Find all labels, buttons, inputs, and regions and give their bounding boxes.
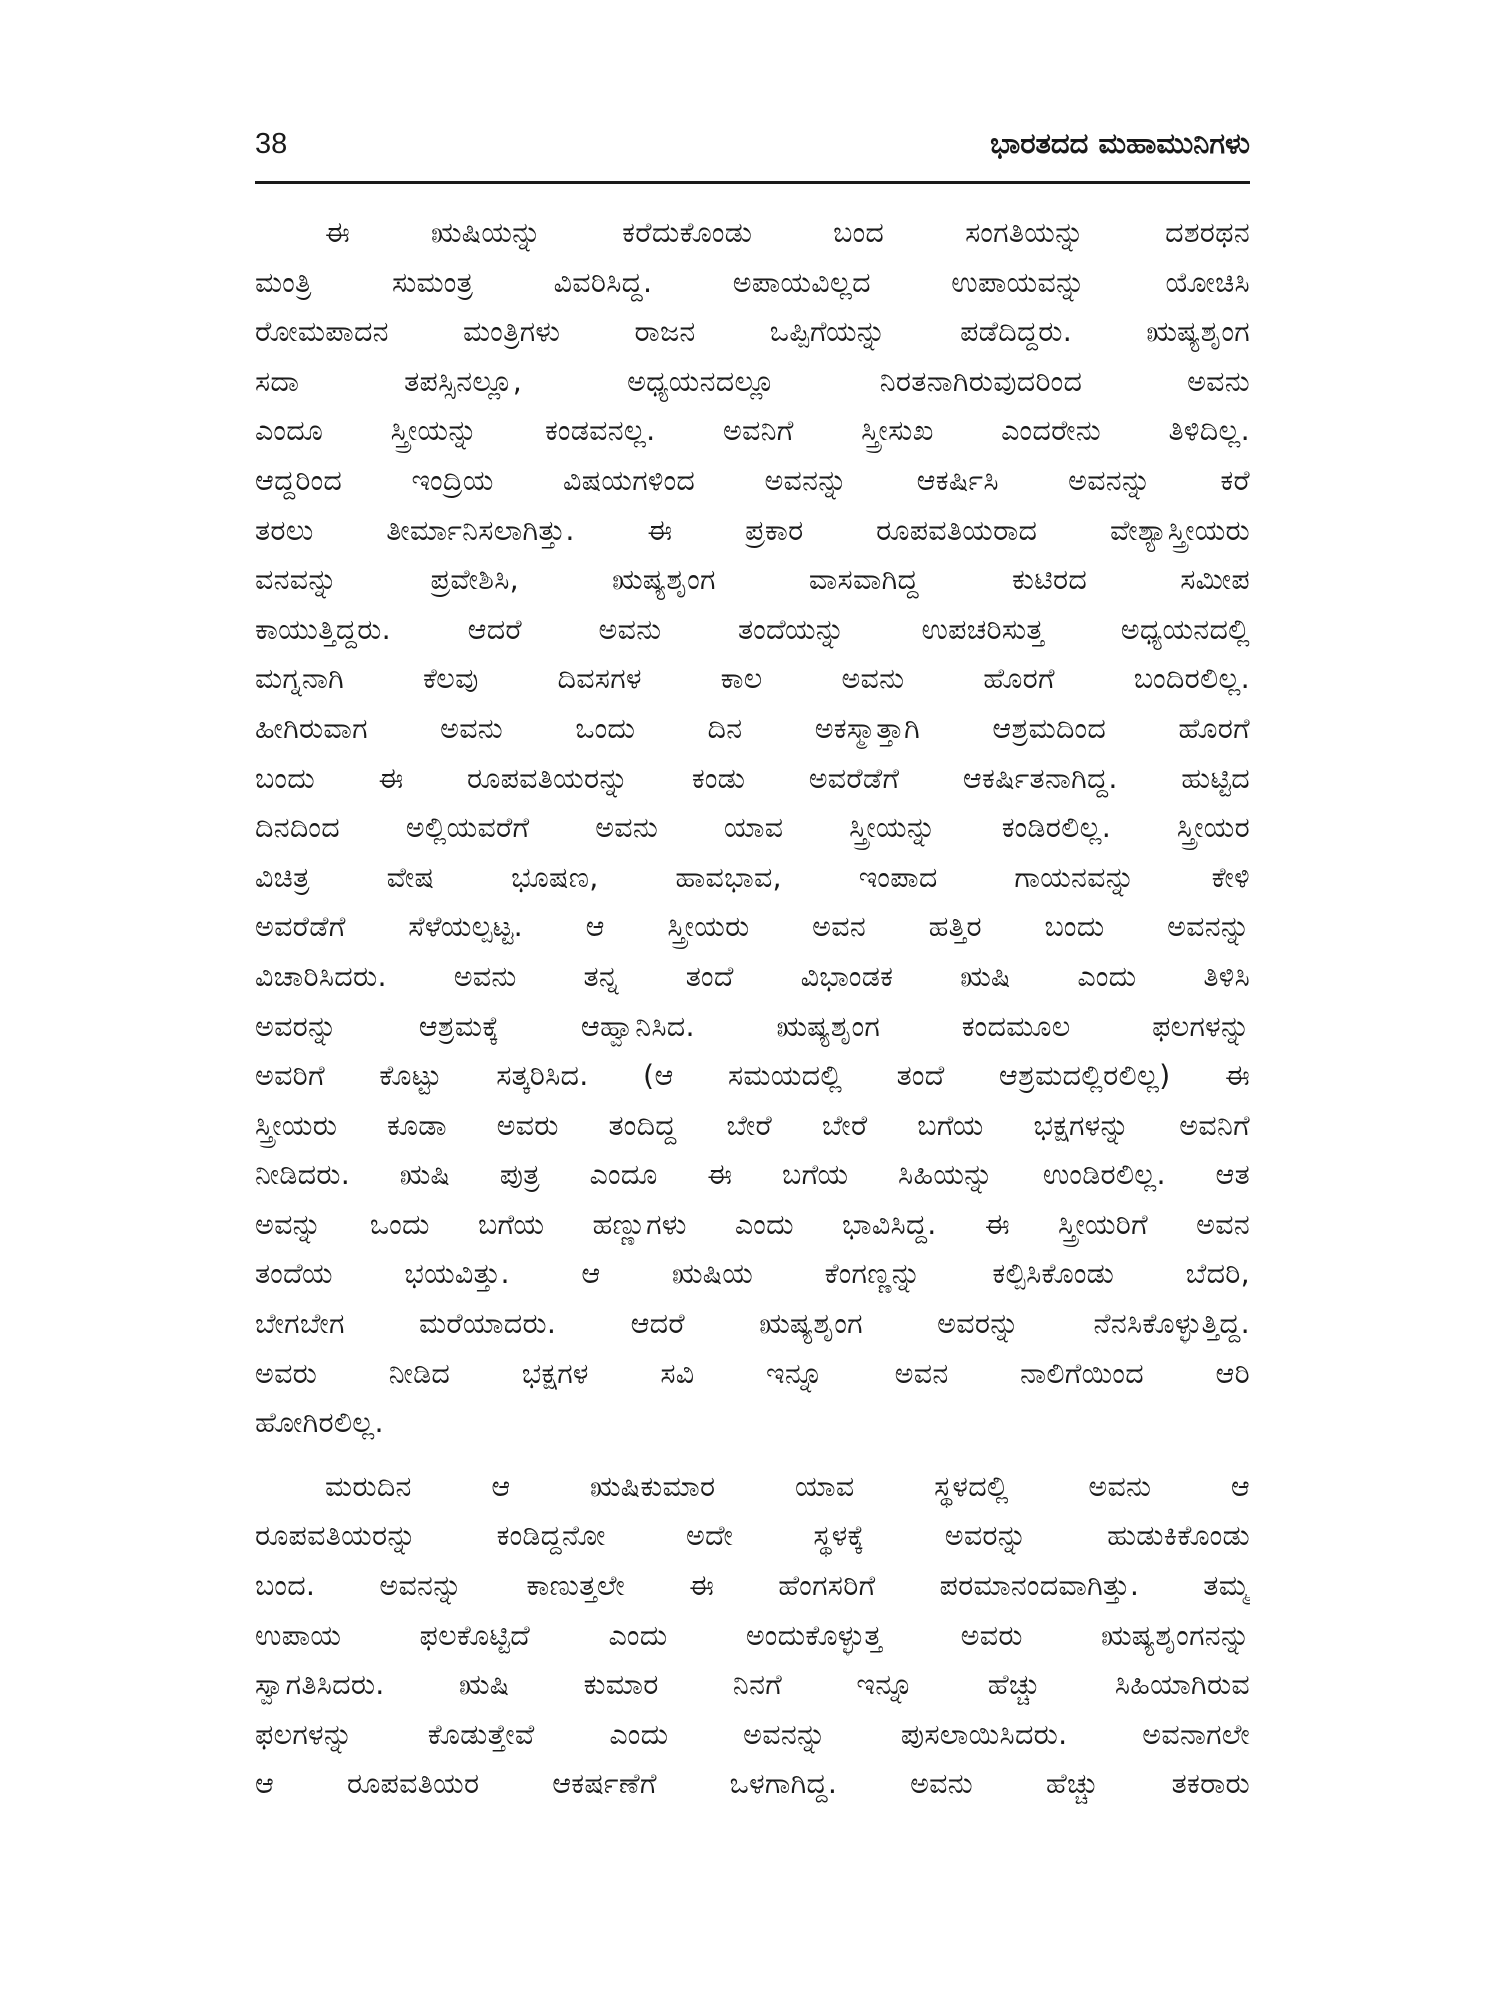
text-line: ಕಾಯುತ್ತಿದ್ದರು. ಆದರೆ ಅವನು ತಂದೆಯನ್ನು ಉಪಚರಿಸುತ್ತ ಅಧ್ಯಯನದಲ್ಲಿ	[255, 612, 1250, 646]
text-line: ಫಲಗಳನ್ನು ಕೊಡುತ್ತೇವೆ ಎಂದು ಅವನನ್ನು ಪುಸಲಾಯಿಸಿದರು. ಅವನಾಗಲೇ	[255, 1717, 1250, 1751]
text-line: ನೀಡಿದರು. ಋಷಿ ಪುತ್ರ ಎಂದೂ ಈ ಬಗೆಯ ಸಿಹಿಯನ್ನು ಉಂಡಿರಲಿಲ್ಲ. ಆತ	[255, 1158, 1250, 1192]
text-line: ಮಂತ್ರಿ ಸುಮಂತ್ರ ವಿವರಿಸಿದ್ದ. ಅಪಾಯವಿಲ್ಲದ ಉಪಾಯವನ್ನು ಯೋಚಿಸಿ	[255, 265, 1250, 299]
text-line: ದಿನದಿಂದ ಅಲ್ಲಿಯವರೆಗೆ ಅವನು ಯಾವ ಸ್ತ್ರೀಯನ್ನು ಕಂಡಿರಲಿಲ್ಲ. ಸ್ತ್ರೀಯರ	[255, 811, 1250, 845]
text-line: ಅವರು ನೀಡಿದ ಭಕ್ಷಗಳ ಸವಿ ಇನ್ನೂ ಅವನ ನಾಲಿಗೆಯಿಂದ ಆರಿ	[255, 1356, 1250, 1390]
body-text	[255, 208, 1250, 1809]
text-line: ವನವನ್ನು ಪ್ರವೇಶಿಸಿ, ಋಷ್ಯಶೃಂಗ ವಾಸವಾಗಿದ್ದ ಕುಟಿರದ ಸಮೀಪ	[255, 563, 1250, 597]
header-rule	[255, 181, 1250, 184]
text-line: ತಂದೆಯ ಭಯವಿತ್ತು. ಆ ಋಷಿಯ ಕೆಂಗಣ್ಣನ್ನು ಕಲ್ಪಿಸಿಕೊಂಡು ಬೆದರಿ,	[255, 1257, 1250, 1291]
text-line: ತರಲು ತೀರ್ಮಾನಿಸಲಾಗಿತ್ತು. ಈ ಪ್ರಕಾರ ರೂಪವತಿಯರಾದ ವೇಶ್ಯಾಸ್ತ್ರೀಯರು	[255, 513, 1250, 547]
text-line: ರೂಪವತಿಯರನ್ನು ಕಂಡಿದ್ದನೋ ಅದೇ ಸ್ಥಳಕ್ಕೆ ಅವರನ್ನು ಹುಡುಕಿಕೊಂಡು	[255, 1519, 1250, 1553]
text-line: ಹೋಗಿರಲಿಲ್ಲ.	[255, 1406, 384, 1440]
text-line: ಅವನ್ನು ಒಂದು ಬಗೆಯ ಹಣ್ಣುಗಳು ಎಂದು ಭಾವಿಸಿದ್ದ. ಈ ಸ್ತ್ರೀಯರಿಗೆ ಅವನ	[255, 1207, 1250, 1241]
text-line: ಬಂದ. ಅವನನ್ನು ಕಾಣುತ್ತಲೇ ಈ ಹೆಂಗಸರಿಗೆ ಪರಮಾನಂದವಾಗಿತ್ತು. ತಮ್ಮ	[255, 1569, 1250, 1603]
text-line: ಬೇಗಬೇಗ ಮರೆಯಾದರು. ಆದರೆ ಋಷ್ಯಶೃಂಗ ಅವರನ್ನು ನೆನಸಿಕೊಳ್ಳುತ್ತಿದ್ದ.	[255, 1307, 1250, 1341]
text-line: ಎಂದೂ ಸ್ತ್ರೀಯನ್ನು ಕಂಡವನಲ್ಲ. ಅವನಿಗೆ ಸ್ತ್ರೀಸುಖ ಎಂದರೇನು ತಿಳಿದಿಲ್ಲ.	[255, 414, 1250, 448]
text-line: ಅವರಿಗೆ ಕೊಟ್ಟು ಸತ್ಕರಿಸಿದ. (ಆ ಸಮಯದಲ್ಲಿ ತಂದೆ ಆಶ್ರಮದಲ್ಲಿರಲಿಲ್ಲ) ಈ	[255, 1059, 1250, 1093]
text-line: ರೋಮಪಾದನ ಮಂತ್ರಿಗಳು ರಾಜನ ಒಪ್ಪಿಗೆಯನ್ನು ಪಡೆದಿದ್ದರು. ಋಷ್ಯಶೃಂಗ	[255, 315, 1250, 349]
text-line: ಬಂದು ಈ ರೂಪವತಿಯರನ್ನು ಕಂಡು ಅವರೆಡೆಗೆ ಆಕರ್ಷಿತನಾಗಿದ್ದ. ಹುಟ್ಟಿದ	[255, 761, 1250, 795]
text-line: ವಿಚಾರಿಸಿದರು. ಅವನು ತನ್ನ ತಂದೆ ವಿಭಾಂಡಕ ಋಷಿ ಎಂದು ತಿಳಿಸಿ	[255, 959, 1250, 993]
page-number: 38	[255, 128, 288, 160]
text-line: ಮರುದಿನ ಆ ಋಷಿಕುಮಾರ ಯಾವ ಸ್ಥಳದಲ್ಲಿ ಅವನು ಆ	[325, 1469, 1250, 1503]
running-header	[255, 120, 1250, 176]
text-line: ಈ ಋಷಿಯನ್ನು ಕರೆದುಕೊಂಡು ಬಂದ ಸಂಗತಿಯನ್ನು ದಶರಥನ	[325, 216, 1250, 249]
book-title: ಭಾರತದದ ಮಹಾಮುನಿಗಳು	[990, 126, 1250, 160]
text-line: ಅವರೆಡೆಗೆ ಸೆಳೆಯಲ್ಪಟ್ಟ. ಆ ಸ್ತ್ರೀಯರು ಅವನ ಹತ್ತಿರ ಬಂದು ಅವನನ್ನು	[255, 910, 1250, 944]
text-line: ವಿಚಿತ್ರ ವೇಷ ಭೂಷಣ, ಹಾವಭಾವ, ಇಂಪಾದ ಗಾಯನವನ್ನು ಕೇಳಿ	[255, 860, 1250, 894]
paragraph-2	[255, 1462, 1250, 1809]
text-line: ಸದಾ ತಪಸ್ಸಿನಲ್ಲೂ, ಅಧ್ಯಯನದಲ್ಲೂ ನಿರತನಾಗಿರುವುದರಿಂದ ಅವನು	[255, 364, 1250, 398]
text-line: ಹೀಗಿರುವಾಗ ಅವನು ಒಂದು ದಿನ ಅಕಸ್ಮಾತ್ತಾಗಿ ಆಶ್ರಮದಿಂದ ಹೊರಗೆ	[255, 711, 1250, 745]
text-line: ಉಪಾಯ ಫಲಕೊಟ್ಟಿದೆ ಎಂದು ಅಂದುಕೊಳ್ಳುತ್ತ ಅವರು ಋಷ್ಯಶೃಂಗನನ್ನು	[255, 1618, 1250, 1652]
text-line: ಸ್ತ್ರೀಯರು ಕೂಡಾ ಅವರು ತಂದಿದ್ದ ಬೇರೆ ಬೇರೆ ಬಗೆಯ ಭಕ್ಷಗಳನ್ನು ಅವನಿಗೆ	[255, 1108, 1250, 1142]
text-line: ಆ ರೂಪವತಿಯರ ಆಕರ್ಷಣೆಗೆ ಒಳಗಾಗಿದ್ದ. ಅವನು ಹೆಚ್ಚು ತಕರಾರು	[255, 1767, 1250, 1801]
paragraph-1	[255, 208, 1250, 1448]
text-line: ಅವರನ್ನು ಆಶ್ರಮಕ್ಕೆ ಆಹ್ವಾನಿಸಿದ. ಋಷ್ಯಶೃಂಗ ಕಂದಮೂಲ ಫಲಗಳನ್ನು	[255, 1009, 1250, 1043]
text-line: ಮಗ್ನನಾಗಿ ಕೆಲವು ದಿವಸಗಳ ಕಾಲ ಅವನು ಹೊರಗೆ ಬಂದಿರಲಿಲ್ಲ.	[255, 662, 1250, 696]
text-line: ಆದ್ದರಿಂದ ಇಂದ್ರಿಯ ವಿಷಯಗಳಿಂದ ಅವನನ್ನು ಆಕರ್ಷಿಸಿ ಅವನನ್ನು ಕರೆ	[255, 463, 1250, 497]
text-line: ಸ್ವಾಗತಿಸಿದರು. ಋಷಿ ಕುಮಾರ ನಿನಗೆ ಇನ್ನೂ ಹೆಚ್ಚು ಸಿಹಿಯಾಗಿರುವ	[255, 1668, 1250, 1702]
